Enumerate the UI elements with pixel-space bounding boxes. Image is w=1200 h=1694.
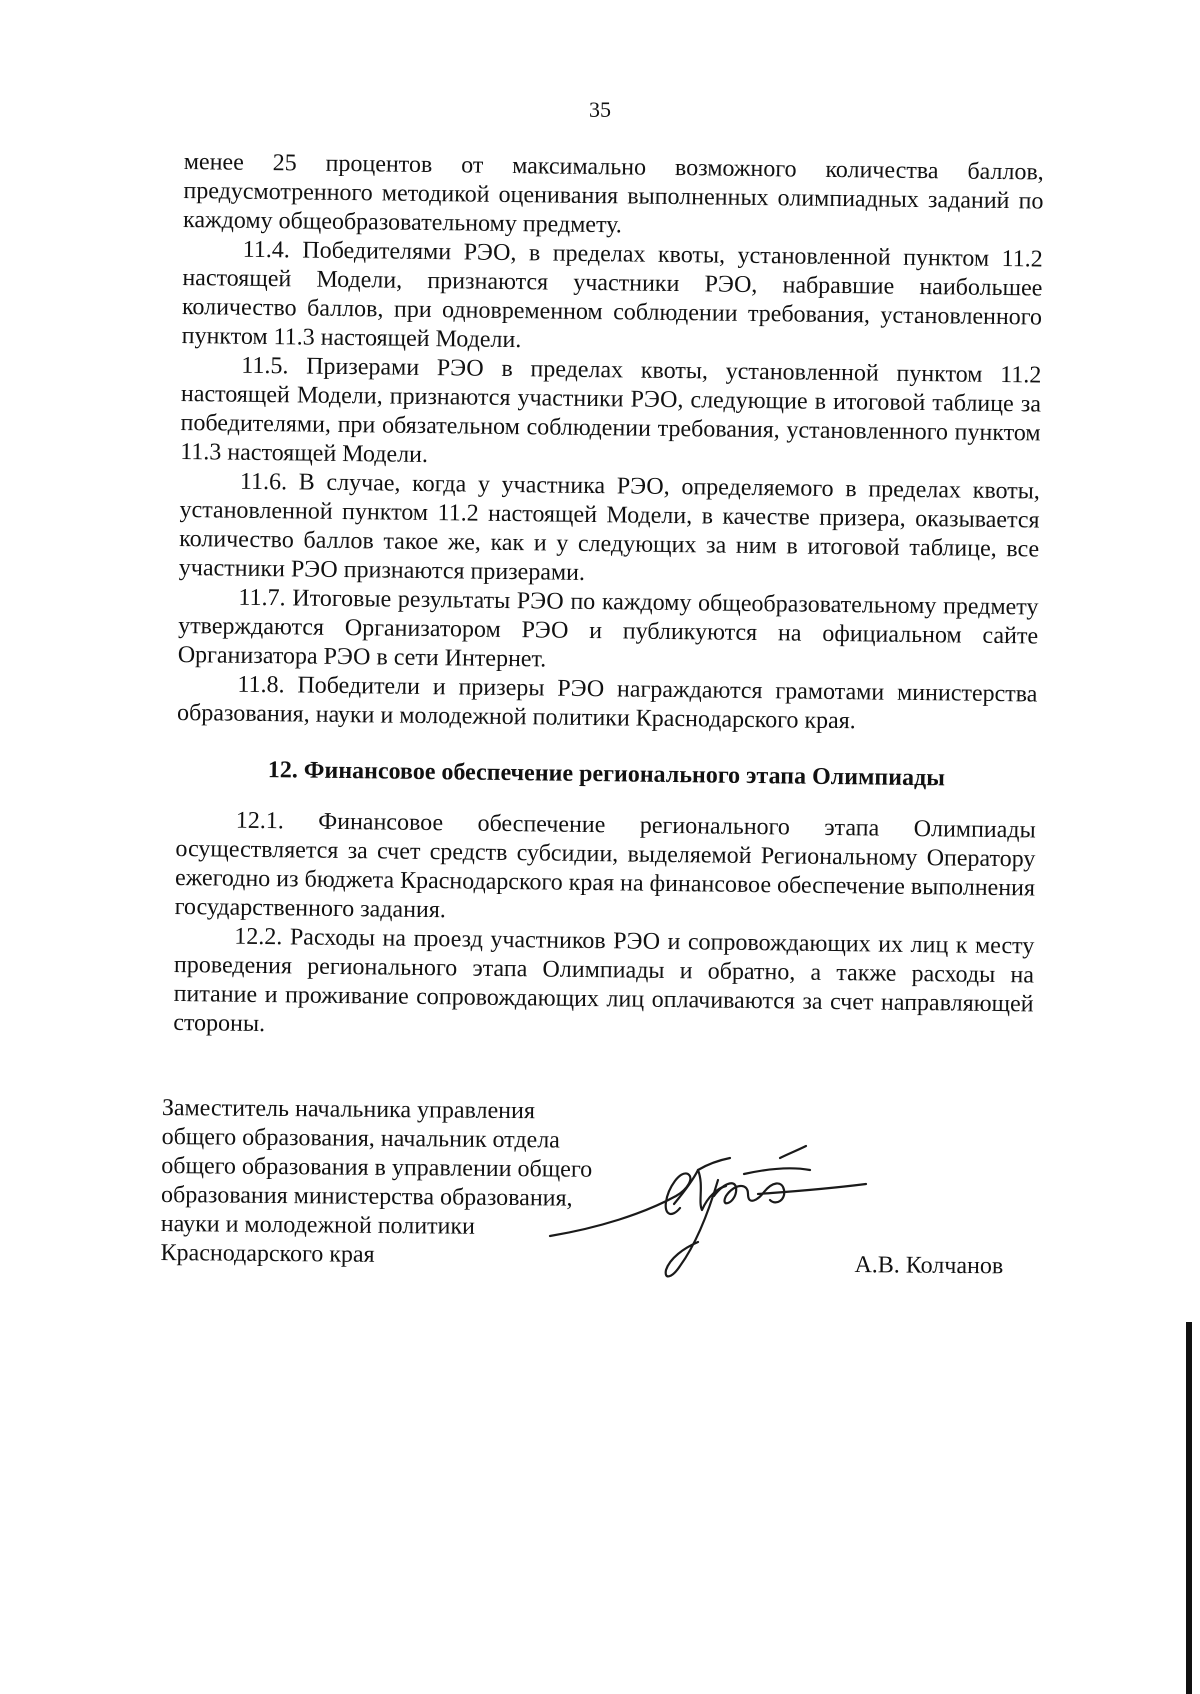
paragraph-11-5: 11.5. Призерами РЭО в пределах квоты, установленной пунктом 11.2 настоящей Модели, признаются участники РЭО, следующие в итоговой таблице за победителями, при обязательном соблюдении требования, установленного пунктом 11.3 настоящей Модели. xyxy=(180,352,1042,469)
page-number: 35 xyxy=(589,97,611,122)
paragraph-11-7: 11.7. Итоговые результаты РЭО по каждому общеобразовательному предмету утверждаются Организатором РЭО и публикуются на официальном сайте Организатора РЭО в сети Интернет. xyxy=(177,584,1039,673)
signer-title: Заместитель начальника управления общего образования, начальник отдела общего образования в управлении общего образования министерства образования, науки и молодежной политики Краснодарского края xyxy=(160,1095,593,1268)
paragraph-11-6: 11.6. В случае, когда у участника РЭО, определяемого в пределах квоты, установленной пунктом 11.2 настоящей Модели, в качестве призера, оказывается количество баллов такое же, как и у следующих за ним в итоговой таблице, все участники РЭО признаются призерами. xyxy=(178,468,1041,586)
document-body xyxy=(173,148,1044,1048)
handwritten-signature xyxy=(548,1140,888,1290)
signer-name: А.В. Колчанов xyxy=(854,1252,1004,1280)
paragraph-11-3-continuation: менее 25 процентов от максимально возможного количества баллов, предусмотренного методикой оценивания выполненных олимпиадных заданий по каждому общеобразовательному предмету. xyxy=(182,148,1044,239)
section-heading-12: 12. Финансовое обеспечение регионального этапа Олимпиады xyxy=(267,757,946,792)
paragraph-12-2: 12.2. Расходы на проезд участников РЭО и сопровождающих их лиц к месту проведения регионального этапа Олимпиады и обратно, а также расходы на питание и проживание сопровождающих лиц оплачиваются за счет направляющей стороны. xyxy=(173,923,1035,1038)
paragraph-11-4: 11.4. Победителями РЭО, в пределах квоты, установленной пунктом 11.2 настоящей Модели, признаются участники РЭО, набравшие наибольшее количество баллов, при одновременном соблюдении требования, установленного пунктом 11.3 настоящей Модели. xyxy=(181,236,1043,354)
paragraph-11-8: 11.8. Победители и призеры РЭО награждаются грамотами министерства образования, науки и молодежной политики Краснодарского края. xyxy=(176,671,1038,735)
scan-edge-line xyxy=(1186,1322,1192,1694)
paragraph-12-1: 12.1. Финансовое обеспечение регионального этапа Олимпиады осуществляется за счет средств субсидии, выделяемой Региональному Оператору ежегодно из бюджета Краснодарского края на финансовое обеспечение выполнения государственного задания. xyxy=(174,807,1036,924)
